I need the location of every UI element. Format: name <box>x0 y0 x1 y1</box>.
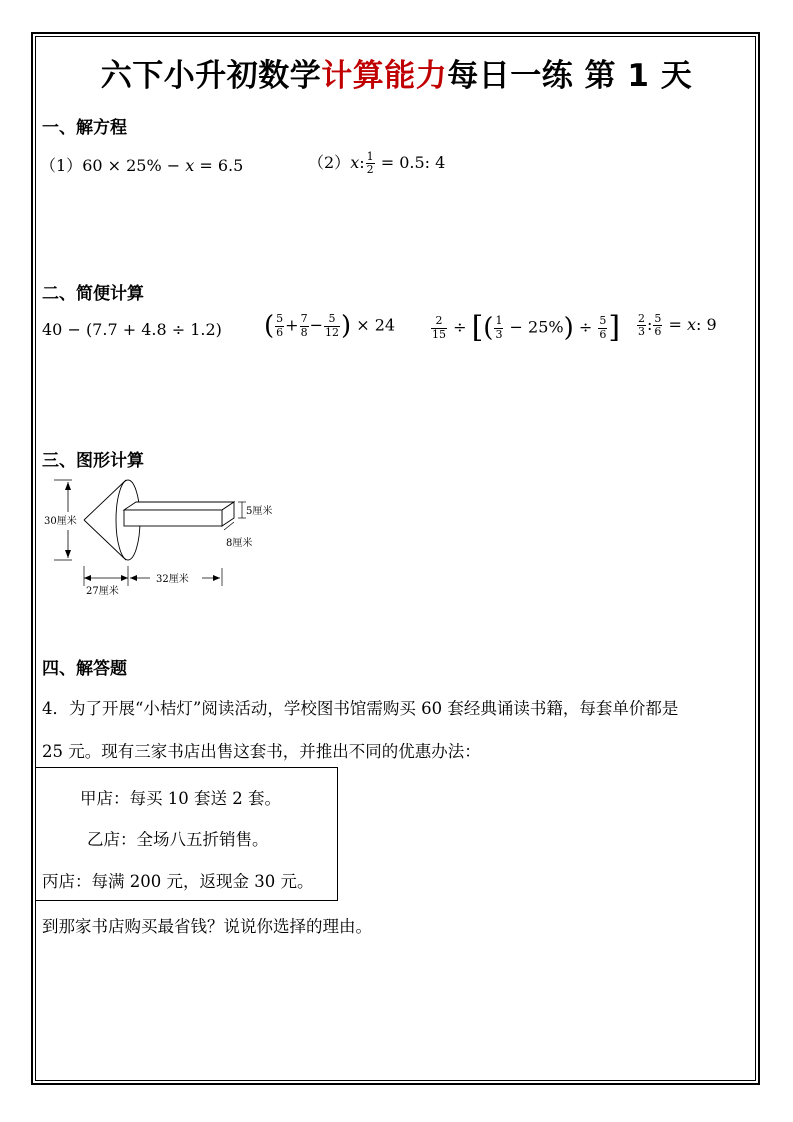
cone-edge-bottom <box>84 520 126 560</box>
fraction-denominator: 15 <box>432 327 446 341</box>
fraction-numerator: 5 <box>599 314 607 328</box>
calc-3 <box>430 310 621 345</box>
fraction-numerator: 7 <box>300 312 308 326</box>
fraction-denominator: 6 <box>654 325 662 339</box>
calc-3-fraction-3 <box>598 315 607 340</box>
arrow-left-icon <box>130 575 137 581</box>
title-part1: 六下小升初数学 <box>100 58 322 94</box>
calc-2-right-paren: ) <box>340 311 352 341</box>
calc-3-left-paren: ( <box>483 313 494 343</box>
cuboid-front-face <box>124 510 222 526</box>
label-5: 5厘米 <box>246 506 273 517</box>
calc-3-fraction-2 <box>494 315 503 340</box>
calc-2-left-paren: ( <box>264 311 275 341</box>
calc-3-right-paren: ) <box>563 313 574 343</box>
geometry-figure <box>40 474 290 600</box>
page-title <box>40 50 753 95</box>
title-part2: 每日一练 第 1 天 <box>447 58 693 94</box>
equation-1 <box>40 153 243 176</box>
fraction-denominator: 6 <box>276 325 284 339</box>
fraction-denominator: 3 <box>495 327 503 341</box>
cone-edge-top <box>84 480 126 520</box>
arrow-down-icon <box>65 550 71 558</box>
problem-line-1: 4．为了开展“小桔灯”阅读活动，学校图书馆需购买 60 套经典诵读书籍，每套单价都是 <box>42 699 679 718</box>
section-heading-geometry: 三、图形计算 <box>42 451 144 471</box>
equation-2-colon: : <box>359 153 365 172</box>
fraction-numerator: 1 <box>495 314 503 328</box>
equation-2-fraction <box>366 151 375 176</box>
equation-1-var: x <box>185 156 195 175</box>
equation-1-rhs: = 6.5 <box>194 156 244 175</box>
fraction-numerator: 5 <box>276 312 284 326</box>
section-heading-simplified-calc: 二、简便计算 <box>42 284 144 304</box>
section-heading-word-problems: 四、解答题 <box>42 659 127 679</box>
title-highlight: 计算能力 <box>321 58 448 94</box>
arrow-up-icon <box>65 482 71 490</box>
label-8: 8厘米 <box>226 538 253 549</box>
calc-2-fraction-3 <box>324 313 340 338</box>
calc-4-colon: : <box>647 315 653 335</box>
calc-3-op-1: ÷ <box>448 317 472 337</box>
problem-line-2: 25 元。现有三家书店出售这套书，并推出不同的优惠办法： <box>42 742 481 761</box>
offer-c: 丙店：每满 200 元，返现金 30 元。 <box>42 872 314 891</box>
fraction-denominator: 6 <box>599 327 607 341</box>
fraction-numerator: 5 <box>654 312 662 325</box>
arrow-left-icon <box>84 575 91 581</box>
equation-1-expr: 60 × 25% − <box>82 156 186 175</box>
calc-4-tail: : 9 <box>696 315 717 335</box>
calc-2 <box>264 313 395 339</box>
fraction-denominator: 12 <box>324 325 339 339</box>
offer-b: 乙店：全场八五折销售。 <box>87 830 269 849</box>
label-27: 27厘米 <box>86 586 119 597</box>
calc-2-fraction-2 <box>300 313 309 338</box>
fraction-denominator: 8 <box>300 325 308 339</box>
calc-4 <box>636 313 717 338</box>
equation-2-label: （2） <box>308 153 351 172</box>
calc-2-op-2: − <box>309 315 323 335</box>
equation-2-var: x <box>350 153 360 172</box>
calc-2-fraction-1 <box>275 313 284 338</box>
equation-2-rhs: = 0.5: 4 <box>375 153 446 172</box>
section-heading-equations: 一、解方程 <box>42 118 127 138</box>
fraction-numerator: 1 <box>366 149 374 163</box>
cuboid-top-face <box>124 502 234 510</box>
calc-2-tail: × 24 <box>351 315 396 335</box>
calc-1: 40 − (7.7 + 4.8 ÷ 1.2) <box>42 320 222 339</box>
calc-3-mid: − 25% <box>504 317 564 337</box>
label-30: 30厘米 <box>44 516 77 527</box>
calc-3-op-2: ÷ <box>573 317 598 337</box>
offer-a: 甲店：每买 10 套送 2 套。 <box>80 789 281 808</box>
fraction-denominator: 2 <box>366 163 374 176</box>
calc-3-right-bracket: ] <box>608 310 621 345</box>
arrow-right-icon <box>121 575 128 581</box>
calc-4-fraction-1 <box>637 313 646 338</box>
fraction-denominator: 3 <box>638 325 645 339</box>
problem-question: 到那家书店购买最省钱？说说你选择的理由。 <box>42 917 372 936</box>
calc-4-equals: = <box>663 315 687 335</box>
equation-2 <box>308 150 445 176</box>
calc-4-fraction-2 <box>653 313 662 338</box>
calc-3-fraction-1 <box>431 315 447 340</box>
arrow-right-icon <box>213 575 220 581</box>
label-32: 32厘米 <box>156 574 189 585</box>
fraction-numerator: 2 <box>431 315 447 328</box>
calc-3-left-bracket: [ <box>471 310 484 345</box>
calc-2-op-1: + <box>285 315 299 335</box>
fraction-numerator: 2 <box>638 312 645 325</box>
fraction-numerator: 5 <box>324 313 340 326</box>
calc-4-var: x <box>686 315 696 335</box>
equation-1-label: （1） <box>40 156 83 175</box>
